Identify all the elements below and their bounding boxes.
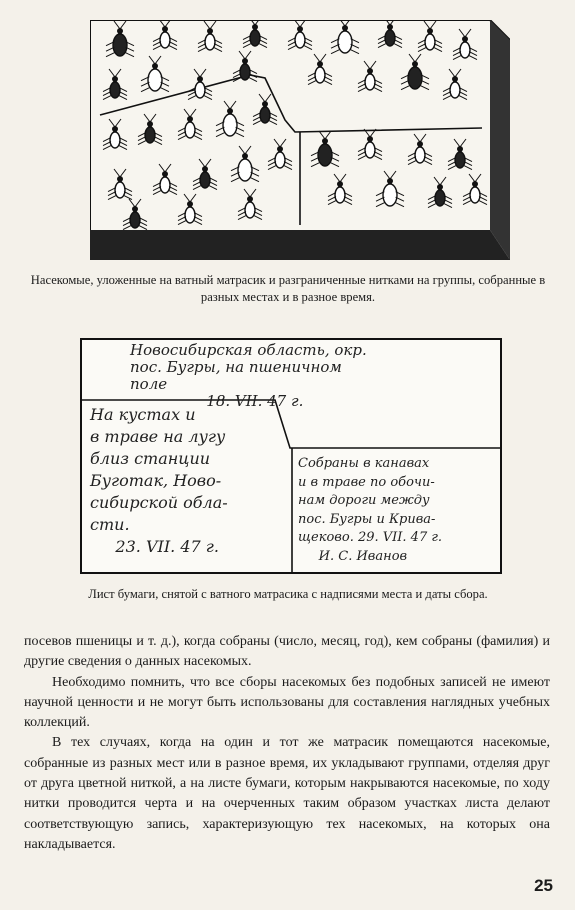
paragraph: Необходимо помнить, что все сборы насекомых без подобных записей не имеют научной ценности и не могут быть использованы для составления наглядных учебных коллекций. [24,674,550,731]
labeled-paper-sheet [80,338,502,574]
body-text [24,632,550,855]
insect-mattress-illustration [90,20,510,260]
figure1-caption: Насекомые, уложенные на ватный матрасик и разграниченные нитками на группы, собранные в разных местах и в разное время. [30,273,546,304]
mattress-drawing [90,20,510,260]
figure2-caption: Лист бумаги, снятой с ватного матрасика с надписями места и даты сбора. [88,587,488,601]
paragraph: В тех случаях, когда на один и тот же матрасик помещаются насекомые, собранные из разных мест или в разное время, их укладывают группами, отделяя друг от друга цветной ниткой, а на листе бумаги, которым накрываются насекомые, по ходу нитки проводится черта и на очерченных таким образом участках листа делают соответствующую запись, характеризующую тех насекомых, на которых она накладывается. [24,735,550,852]
note-right: Собраны в канавах и в траве по обочи- нам дороги между пос. Бугры и Крива- щеково. 29. VII. 47 г. И. С. Иванов [298,456,443,564]
note-left: На кустах и в траве на лугу близ станции Буготак, Ново- сибирской обла- сти. 23. VII. 47 г. [90,405,228,556]
paragraph: посевов пшеницы и т. д.), когда собраны (число, месяц, год), кем собраны (фамилия) и другие сведения о данных насекомых. [24,634,550,670]
page-number: 25 [534,876,553,895]
note-top: Новосибирская область, окр. пос. Бугры, на пшеничном поле 18. VII. 47 г. [130,341,367,410]
